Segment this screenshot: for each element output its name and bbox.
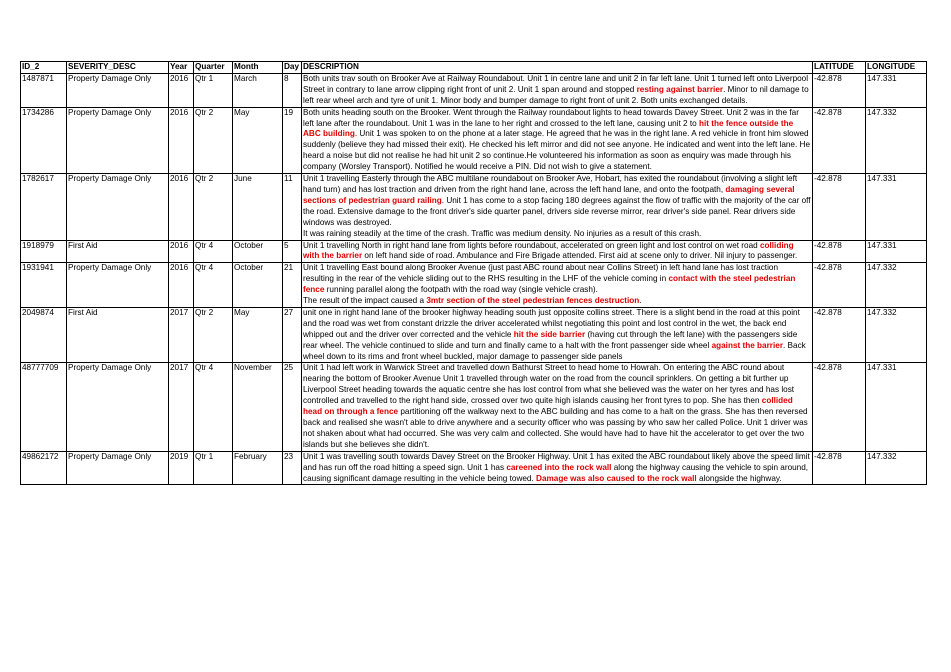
header-id: ID_2 xyxy=(21,62,67,74)
highlighted-phrase: collided head on through a fence xyxy=(303,396,793,417)
cell-severity: Property Damage Only xyxy=(67,451,169,485)
cell-quarter: Qtr 4 xyxy=(194,240,233,263)
table-row xyxy=(21,363,927,451)
cell-longitude: 147.332 xyxy=(866,307,927,363)
cell-id: 1782617 xyxy=(21,174,67,240)
highlighted-phrase: 3mtr section of the steel pedestrian fences destruction xyxy=(426,296,640,306)
cell-year: 2017 xyxy=(169,307,194,363)
cell-severity: Property Damage Only xyxy=(67,174,169,240)
cell-severity: Property Damage Only xyxy=(67,263,169,308)
cell-day: 11 xyxy=(283,174,302,240)
cell-longitude: 147.332 xyxy=(866,107,927,173)
cell-description: Unit 1 was travelling south towards Davey Street on the Brooker Highway. Unit 1 has exited the ABC roundabout likely above the speed limit and has run off the road hitting a speed sign. Unit 1 has careened into the rock wall along the highway causing the vehicle to spin around, causing significant damage resulting in the vehicle being towed. Damage was also caused to the rock wall alongside the highway. xyxy=(302,451,813,485)
cell-quarter: Qtr 1 xyxy=(194,73,233,107)
cell-id: 48777709 xyxy=(21,363,67,451)
cell-quarter: Qtr 4 xyxy=(194,363,233,451)
cell-latitude: -42.878 xyxy=(813,174,866,240)
cell-year: 2016 xyxy=(169,263,194,308)
cell-latitude: -42.878 xyxy=(813,363,866,451)
cell-month: November xyxy=(233,363,283,451)
header-quarter: Quarter xyxy=(194,62,233,74)
table-row xyxy=(21,73,927,107)
cell-id: 1918979 xyxy=(21,240,67,263)
table-row xyxy=(21,263,927,308)
highlighted-phrase: hit the fence outside the ABC building xyxy=(303,118,794,139)
cell-year: 2016 xyxy=(169,107,194,173)
highlighted-phrase: against the barrier xyxy=(711,340,783,350)
cell-latitude: -42.878 xyxy=(813,107,866,173)
highlighted-phrase: hit the side barrier xyxy=(513,329,586,339)
header-year: Year xyxy=(169,62,194,74)
table-row xyxy=(21,451,927,485)
crash-records-table xyxy=(20,61,927,485)
cell-month: October xyxy=(233,263,283,308)
cell-month: May xyxy=(233,107,283,173)
cell-day: 8 xyxy=(283,73,302,107)
cell-month: February xyxy=(233,451,283,485)
header-longitude: LONGITUDE xyxy=(866,62,927,74)
cell-description: Unit 1 travelling North in right hand lane from lights before roundabout, accelerated on green light and lost control on wet road colliding with the barrier on left hand side of road. Ambulance and Fire Brigade attended. First aid at scene only to driver. Nil injury to passenger. xyxy=(302,240,813,263)
header-row xyxy=(21,62,927,74)
cell-day: 5 xyxy=(283,240,302,263)
cell-description: Both units trav south on Brooker Ave at Railway Roundabout. Unit 1 in centre lane and unit 2 in far left lane. Unit 1 turned left onto Liverpool Street in contrary to lane arrow clipping right front of unit 2. Unit 1 span around and stopped resting against barrier. Minor to nil damage to left rear wheel arch and tyre of unit 1. Minor body and bumper damage to right front of unit 2. Both units exchanged details. xyxy=(302,73,813,107)
cell-year: 2017 xyxy=(169,363,194,451)
table-row xyxy=(21,307,927,363)
cell-id: 2049874 xyxy=(21,307,67,363)
table-row xyxy=(21,240,927,263)
cell-month: March xyxy=(233,73,283,107)
cell-day: 21 xyxy=(283,263,302,308)
highlighted-phrase: Damage was also caused to the rock wall xyxy=(536,473,697,483)
cell-id: 49862172 xyxy=(21,451,67,485)
highlighted-phrase: colliding with the barrier xyxy=(303,240,794,261)
cell-quarter: Qtr 1 xyxy=(194,451,233,485)
cell-month: May xyxy=(233,307,283,363)
cell-severity: Property Damage Only xyxy=(67,73,169,107)
header-description: DESCRIPTION xyxy=(302,62,813,74)
cell-quarter: Qtr 2 xyxy=(194,307,233,363)
cell-description: unit one in right hand lane of the brooker highway heading south just opposite collins street. There is a slight bend in the road at this point and the road was wet from constant drizzle the driver accelerated whilst negotiating this point and lost control in the wet, the back end whipped out and the driver over corrected and the vehicle hit the side barrier (having cut through the left lane) with the passengers side rear wheel. The vehicle continued to slide and turn and finally came to a halt with the front passenger side wheel against the barrier. Back wheel down to its rims and front wheel buckled, major damage to passenger side panels xyxy=(302,307,813,363)
cell-longitude: 147.332 xyxy=(866,451,927,485)
cell-id: 1487871 xyxy=(21,73,67,107)
cell-description: Unit 1 travelling East bound along Brooker Avenue (just past ABC round about near Collins Street) in left hand lane has lost traction resulting in the rear of the vehicle sliding out to the RHS resulting in the LHF of the vehicle coming in contact with the steel pedestrian fence running parallel along the footpath with the road way (single vehicle crash). The result of the impact caused a 3mtr section of the steel pedestrian fences destruction. xyxy=(302,263,813,308)
highlighted-phrase: damaging several sections of pedestrian guard railing xyxy=(303,184,795,205)
cell-year: 2016 xyxy=(169,174,194,240)
cell-latitude: -42.878 xyxy=(813,263,866,308)
highlighted-phrase: resting against barrier xyxy=(636,84,724,94)
cell-year: 2019 xyxy=(169,451,194,485)
cell-quarter: Qtr 2 xyxy=(194,174,233,240)
cell-latitude: -42.878 xyxy=(813,240,866,263)
header-month: Month xyxy=(233,62,283,74)
cell-id: 1734286 xyxy=(21,107,67,173)
cell-day: 27 xyxy=(283,307,302,363)
cell-id: 1931941 xyxy=(21,263,67,308)
highlighted-phrase: careened into the rock wall xyxy=(506,462,612,472)
cell-year: 2016 xyxy=(169,240,194,263)
cell-day: 25 xyxy=(283,363,302,451)
cell-longitude: 147.331 xyxy=(866,73,927,107)
table-row xyxy=(21,107,927,173)
cell-month: October xyxy=(233,240,283,263)
cell-year: 2016 xyxy=(169,73,194,107)
cell-quarter: Qtr 2 xyxy=(194,107,233,173)
cell-description: Unit 1 travelling Easterly through the ABC multilane roundabout on Brooker Ave, Hobart, has exited the roundabout (involving a slight left hand turn) and has lost traction and driven from the right hand lane, across the left hand lane, and onto the footpath, damaging several sections of pedestrian guard railing. Unit 1 has come to a stop facing 180 degrees against the flow of traffic with the majority of the car off the road. Extensive damage to the front driver's side quarter panel, drivers side reverse mirror, rear driver's side panel. Rear drivers side windows was destroyed. It was raining steadily at the time of the crash. Traffic was medium density. No injuries as a result of this crash. xyxy=(302,174,813,240)
cell-longitude: 147.331 xyxy=(866,240,927,263)
cell-longitude: 147.331 xyxy=(866,174,927,240)
cell-day: 23 xyxy=(283,451,302,485)
table-row xyxy=(21,174,927,240)
cell-latitude: -42.878 xyxy=(813,73,866,107)
header-severity: SEVERITY_DESC xyxy=(67,62,169,74)
cell-latitude: -42.878 xyxy=(813,451,866,485)
header-latitude: LATITUDE xyxy=(813,62,866,74)
cell-description: Both units heading south on the Brooker. Went through the Railway roundabout lights to head towards Davey Street. Unit 2 was in the far left lane after the roundabout. Unit 1 was in the lane to her right and crossed to the left lane, causing unit 2 to hit the fence outside the ABC building. Unit 1 was spoken to on the phone at a later stage. He agreed that he was in the right lane. A red vehicle in front him slowed suddenly (believe they had missed their exit). He checked his left mirror and did not see anyone. He indicated and went into the left lane. He heard a noise but did not realise he had hit unit 2 so continue.He volunteered his information as soon as enquiry was made through his company (Worsley Transport). Notified he would receive a PIN. Did not wish to give a statement. xyxy=(302,107,813,173)
cell-longitude: 147.332 xyxy=(866,263,927,308)
cell-day: 19 xyxy=(283,107,302,173)
cell-severity: First Aid xyxy=(67,240,169,263)
cell-description: Unit 1 had left work in Warwick Street and travelled down Bathurst Street to head home to Howrah. On entering the ABC round about nearing the bottom of Brooker Avenue Unit 1 travelled through water on the road from the council sprinklers. On getting a bit further up Liverpool Street heading towards the aquatic centre she has lost control from what she believed was the water on her tyres and has lost controlled and travelled to the right hand side, crossed over two quite high islands causing her front tyres to pop. She has then collided head on through a fence partitioning off the walkway next to the ABC building and has come to a halt on the grass. She has then reversed back and realised she wasn't able to drive anywhere and a security officer who was passing by who saw her called Police. Unit 1 driver was not shaken about what had occurred. She was very calm and collected. She would have had to have hit the accelerator to get over the two islands but she believes she didn't. xyxy=(302,363,813,451)
cell-severity: Property Damage Only xyxy=(67,363,169,451)
header-day: Day xyxy=(283,62,302,74)
cell-longitude: 147.331 xyxy=(866,363,927,451)
highlighted-phrase: contact with the steel pedestrian fence xyxy=(303,274,796,295)
cell-severity: Property Damage Only xyxy=(67,107,169,173)
cell-month: June xyxy=(233,174,283,240)
cell-severity: First Aid xyxy=(67,307,169,363)
cell-quarter: Qtr 4 xyxy=(194,263,233,308)
cell-latitude: -42.878 xyxy=(813,307,866,363)
